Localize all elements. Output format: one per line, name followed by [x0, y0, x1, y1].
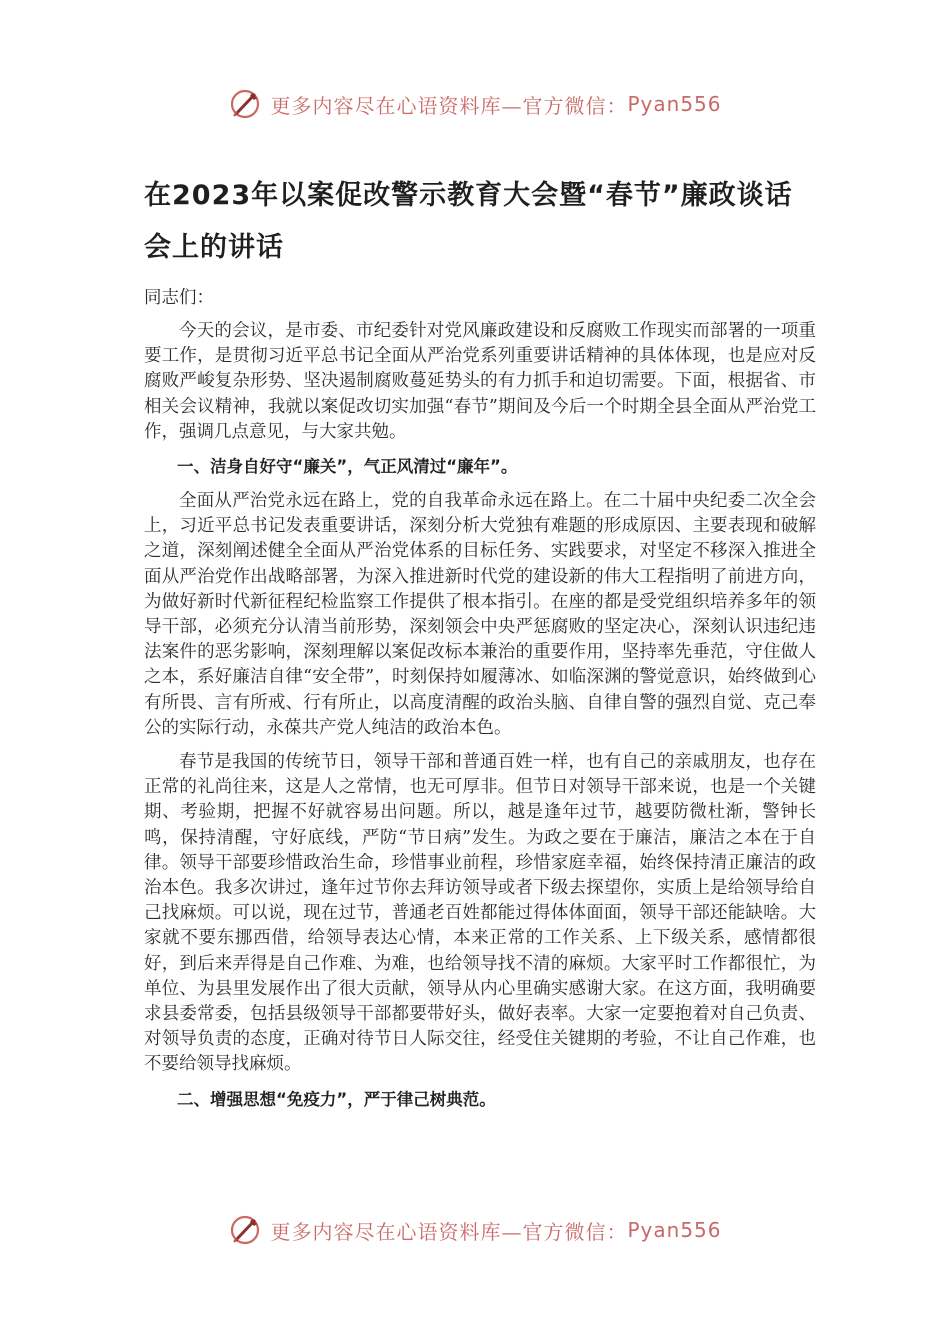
section-heading-1: 一、洁身自好守“廉关”，气正风清过“廉年”。 [177, 457, 518, 477]
watermark-header [0, 84, 950, 124]
document-body [144, 170, 816, 1122]
section1-paragraph-2: 春节是我国的传统节日，领导干部和普通百姓一样，也有自己的亲戚朋友，也存在正常的礼尚往来，这是人之常情，也无可厚非。但节日对领导干部来说，也是一个关键期、考验期，把握不好就容易出问题。所以，越是逢年过节，越要防微杜渐，警钟长鸣，保持清醒，守好底线，严防“节日病”发生。为政之要在于廉洁，廉洁之本在于自律。领导干部要珍惜政治生命，珍惜事业前程，珍惜家庭幸福，始终保持清正廉洁的政治本色。我多次讲过，逢年过节你去拜访领导或者下级去探望你，实质上是给领导给自己找麻烦。可以说，现在过节，普通老百姓都能过得体体面面，领导干部还能缺啥。大家就不要东挪西借，给领导表达心情，本来正常的工作关系、上下级关系，感情都很好，到后来弄得是自己作难、为难，也给领导找不清的麻烦。大家平时工作都很忙，为单位、为县里发展作出了很大贡献，领导从内心里确实感谢大家。在这方面，我明确要求县委常委，包括县级领导干部都要带好头，做好表率。大家一定要抱着对自己负责、对领导负责的态度，正确对待节日人际交往，经受住关键期的考验，不让自己作难，也不要给领导找麻烦。 [144, 752, 816, 1075]
salutation: 同志们： [144, 288, 214, 308]
watermark-footer [0, 1210, 950, 1250]
document-title: 在2023年以案促改警示教育大会暨“春节”廉政谈话会上的讲话 [144, 180, 793, 263]
intro-paragraph: 今天的会议，是市委、市纪委针对党风廉政建设和反腐败工作现实而部署的一项重要工作，是贯彻习近平总书记全面从严治党系列重要讲话精神的具体体现，也是应对反腐败严峻复杂形势、坚决遏制腐败蔓延势头的有力抓手和迫切需要。下面，根据省、市相关会议精神，我就以案促改切实加强“春节”期间及今后一个时期全县全面从严治党工作，强调几点意见，与大家共勉。 [144, 321, 816, 442]
section-heading-2: 二、增强思想“免疫力”，严于律己树典范。 [177, 1089, 496, 1109]
watermark-text: 更多内容尽在心语资料库—官方微信： [270, 93, 628, 118]
watermark-wechat-id: Pyan556 [627, 92, 722, 116]
watermark-text: 更多内容尽在心语资料库—官方微信： [270, 1219, 628, 1244]
pen-heart-logo-icon [228, 1212, 264, 1248]
pen-heart-logo-icon [228, 86, 264, 122]
watermark-wechat-id: Pyan556 [627, 1218, 722, 1242]
section1-paragraph-1: 全面从严治党永远在路上，党的自我革命永远在路上。在二十届中央纪委二次全会上，习近平总书记发表重要讲话，深刻分析大党独有难题的形成原因、主要表现和破解之道，深刻阐述健全全面从严治党体系的目标任务、实践要求，对坚定不移深入推进全面从严治党作出战略部署，为深入推进新时代党的建设新的伟大工程指明了前进方向，为做好新时代新征程纪检监察工作提供了根本指引。在座的都是受党组织培养多年的领导干部，必须充分认清当前形势，深刻领会中央严惩腐败的坚定决心，深刻认识违纪违法案件的恶劣影响，深刻理解以案促改标本兼治的重要作用，坚持率先垂范，守住做人之本，系好廉洁自律“安全带”，时刻保持如履薄冰、如临深渊的警觉意识，始终做到心有所畏、言有所戒、行有所止，以高度清醒的政治头脑、自律自警的强烈自觉、克己奉公的实际行动，永葆共产党人纯洁的政治本色。 [144, 491, 816, 738]
